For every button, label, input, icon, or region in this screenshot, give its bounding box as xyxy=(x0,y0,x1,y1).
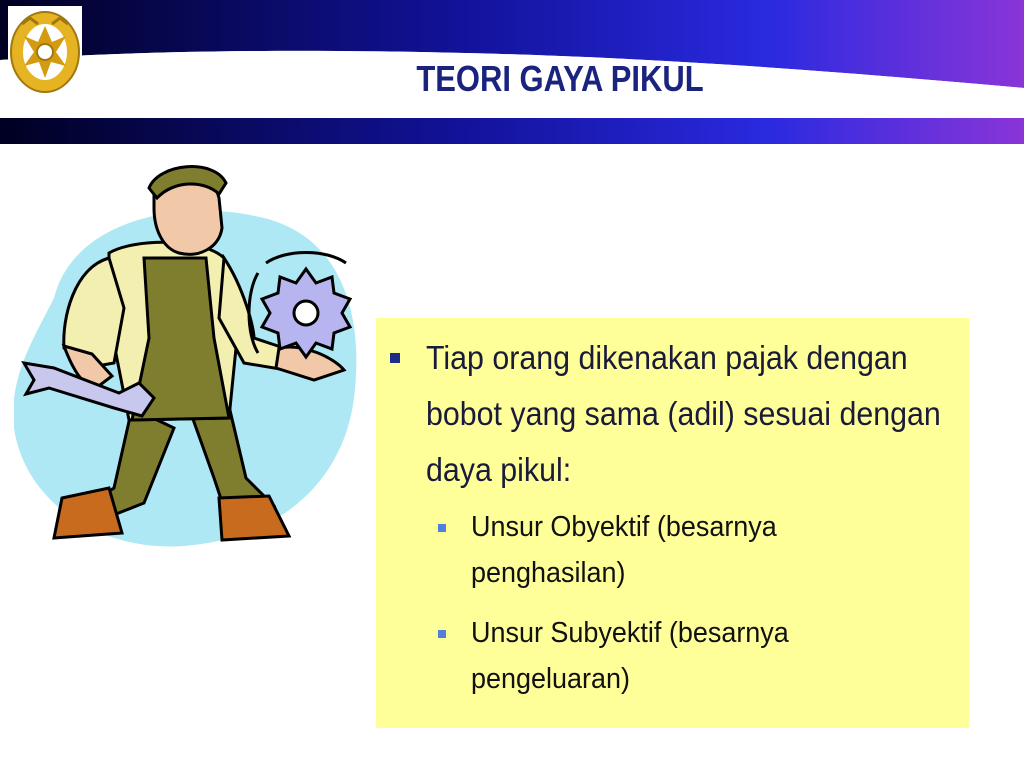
mechanic-with-wrench-and-gear xyxy=(14,158,364,554)
sub-bullet-objective xyxy=(438,504,938,596)
content-box xyxy=(376,318,969,728)
main-bullet-text: Tiap orang dikenakan pajak dengan bobot yang sama (adil) sesuai dengan daya pikul: xyxy=(426,339,941,488)
square-bullet-icon xyxy=(390,353,400,363)
sub-bullet-subjective xyxy=(438,610,938,702)
slide-title: TEORI GAYA PIKUL xyxy=(416,58,704,99)
square-bullet-icon xyxy=(438,630,446,638)
sub-bullet-text: Unsur Obyektif (besarnya penghasilan) xyxy=(471,511,777,589)
university-seal-logo xyxy=(8,6,82,96)
sub-bullet-text: Unsur Subyektif (besarnya pengeluaran) xyxy=(471,617,789,695)
main-bullet xyxy=(390,330,950,498)
square-bullet-icon xyxy=(438,524,446,532)
